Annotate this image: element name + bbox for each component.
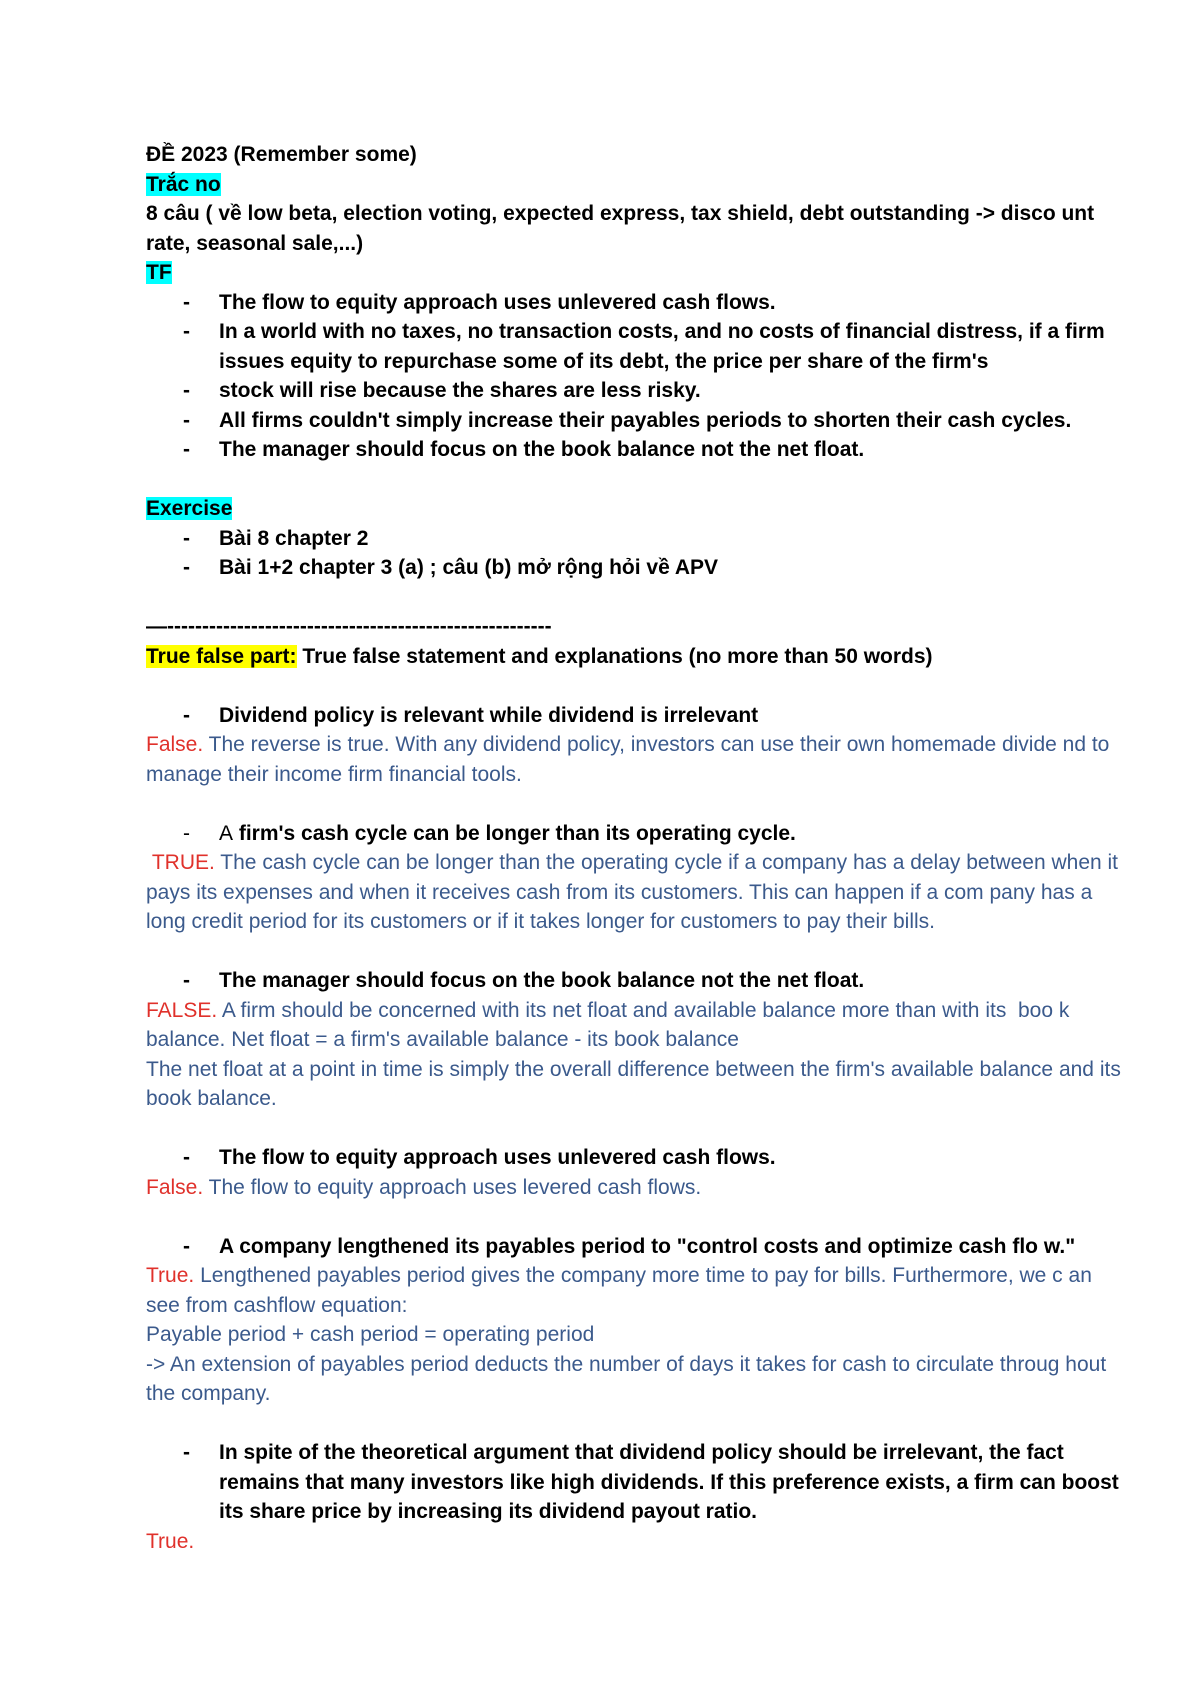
verdict: False. [146, 733, 204, 756]
question-statement: - The manager should focus on the book balance not the net float. [183, 969, 865, 992]
answer: False. The flow to equity approach uses levered cash flows. [146, 1175, 702, 1199]
answer-extra: The net float at a point in time is simply the overall difference between the firm's available balance and its book balance. [146, 1057, 1127, 1110]
list-item: - Bài 8 chapter 2 [183, 526, 369, 550]
answer-extra: -> An extension of payables period deducts the number of days it takes for cash to circulate throug hout the company. [146, 1352, 1112, 1405]
answer: FALSE. A firm should be concerned with its net float and available balance more than with its boo k balance. Net float = a firm's available balance - its book balance [146, 998, 1076, 1051]
question-statement: - In spite of the theoretical argument that dividend policy should be irrelevant, the fact remains that many investors like high dividends. If this preference exists, a firm can boost its share price by increasing its dividend payout ratio. [183, 1441, 1125, 1523]
list-item: - All firms couldn't simply increase their payables periods to shorten their cash cycles. [183, 408, 1072, 432]
verdict: True. [146, 1264, 195, 1287]
tf-label: TF [146, 261, 172, 284]
exercise-label: Exercise [146, 497, 233, 520]
answer-extra: Payable period + cash period = operating period [146, 1323, 595, 1346]
question-statement: - A firm's cash cycle can be longer than its operating cycle. [183, 821, 796, 845]
list-item: - Bài 1+2 chapter 3 (a) ; câu (b) mở rộng hỏi về APV [183, 556, 719, 579]
verdict: TRUE. [146, 851, 215, 874]
answer [146, 1527, 1126, 1557]
question-statement: - A company lengthened its payables period to "control costs and optimize cash flo w." [183, 1234, 1076, 1258]
question-statement: - Dividend policy is relevant while dividend is irrelevant [183, 703, 759, 727]
true-false-label: True false part: [146, 644, 297, 668]
mcq-label: Trắc no [146, 172, 221, 196]
verdict: FALSE. [146, 998, 218, 1022]
answer: TRUE. The cash cycle can be longer than the operating cycle if a company has a delay between when it pays its expenses and when it receives cash from its customers. This can happen if a com pany has a long credit period for its customers or if it takes longer for customers to pay their bills. [146, 851, 1124, 933]
answer: False. The reverse is true. With any dividend policy, investors can use their own homemade divide nd to manage their income firm financial tools. [146, 733, 1116, 786]
list-item: - The manager should focus on the book balance not the net float. [183, 438, 865, 461]
answer: True. Lengthened payables period gives the company more time to pay for bills. Furthermore, we c an see from cashflow equation: [146, 1264, 1098, 1317]
question-statement: - The flow to equity approach uses unlevered cash flows. [183, 1146, 776, 1169]
mcq-description: 8 câu ( về low beta, election voting, expected express, tax shield, debt outstanding -> disco unt rate, seasonal sale,...) [146, 202, 1100, 255]
list-item: - The flow to equity approach uses unlevered cash flows. [183, 290, 776, 314]
divider: —------------------------------------------------------- [146, 615, 552, 638]
verdict: True. [146, 1529, 195, 1553]
list-item: - In a world with no taxes, no transaction costs, and no costs of financial distress, if a firm issues equity to repurchase some of its debt, the price per share of the firm's [183, 320, 1111, 373]
verdict: False. [146, 1175, 204, 1199]
document-page [146, 140, 1126, 1556]
exam-title: ĐỀ 2023 (Remember some) [146, 143, 417, 166]
list-item: - stock will rise because the shares are less risky. [183, 379, 701, 402]
true-false-heading: True false part: True false statement and explanations (no more than 50 words) [146, 644, 933, 668]
